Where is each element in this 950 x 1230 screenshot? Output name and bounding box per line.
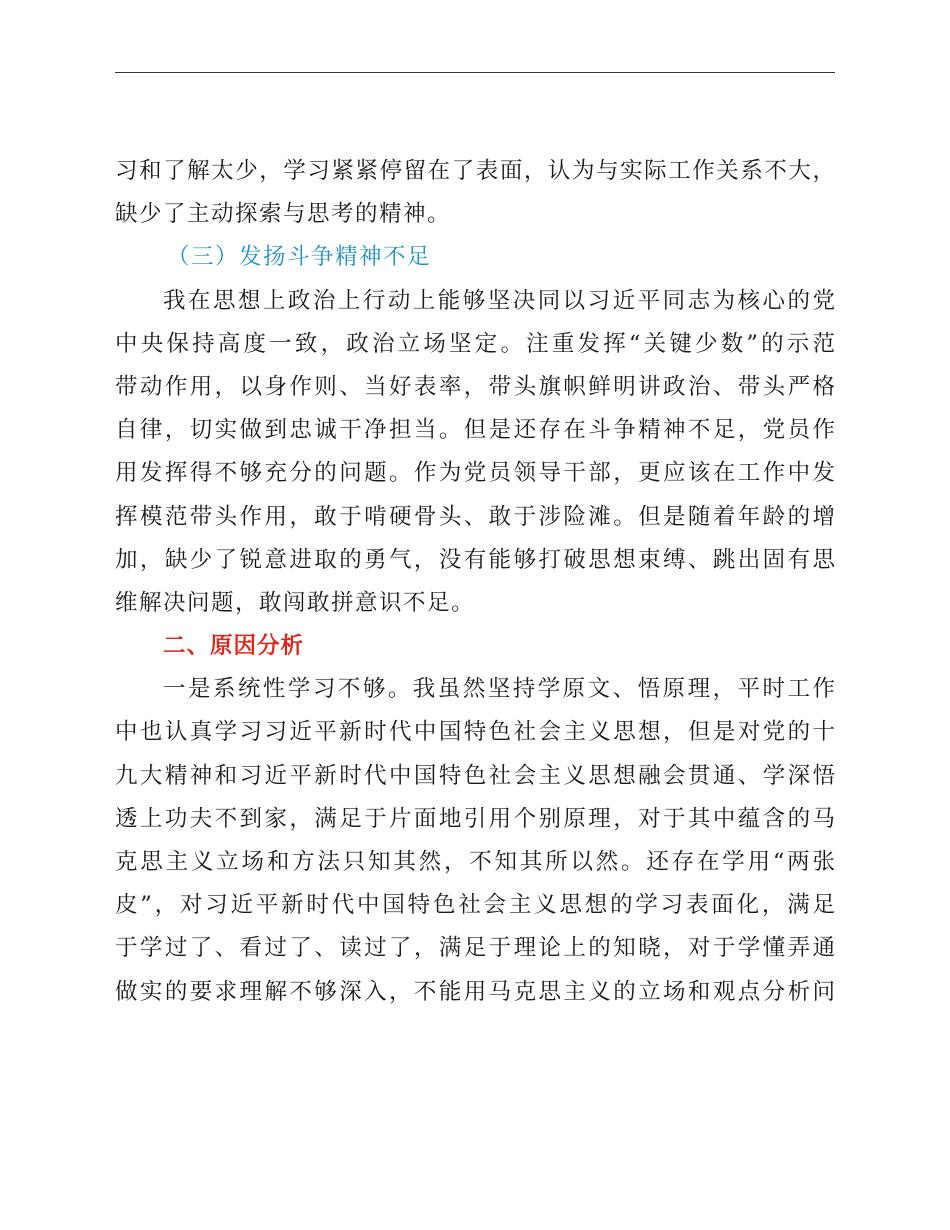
header-rule [115,72,835,73]
paragraph-line: 九大精神和习近平新时代中国特色社会主义思想融会贯通、学深悟 [115,762,835,789]
paragraph-line: 带动作用，以身作则、当好表率，带头旗帜鲜明讲政治、带头严格 [115,373,835,400]
paragraph-line: 加，缺少了锐意进取的勇气，没有能够打破思想束缚、跳出固有思 [115,546,835,573]
paragraph-line: 缺少了主动探索与思考的精神。 [115,201,452,228]
paragraph-line: 于学过了、看过了、读过了，满足于理论上的知晓，对于学懂弄通 [115,935,835,962]
paragraph-line: 挥模范带头作用，敢于啃硬骨头、敢于涉险滩。但是随着年龄的增 [115,503,835,530]
paragraph-line: 维解决问题，敢闯敢拼意识不足。 [115,589,476,616]
paragraph-line: 做实的要求理解不够深入，不能用马克思主义的立场和观点分析问 [115,978,835,1005]
paragraph-line: 克思主义立场和方法只知其然，不知其所以然。还存在学用“两张 [115,849,835,875]
section-heading: 二、原因分析 [163,633,305,660]
paragraph-line: 透上功夫不到家，满足于片面地引用个别原理，对于其中蕴含的马 [115,805,835,832]
sub-heading: （三）发扬斗争精神不足 [167,244,432,271]
paragraph-line: 习和了解太少，学习紧紧停留在了表面，认为与实际工作关系不大， [115,158,835,184]
document-body [115,150,835,1014]
paragraph-line: 皮”，对习近平新时代中国特色社会主义思想的学习表面化，满足 [115,892,835,919]
paragraph-line: 中央保持高度一致，政治立场坚定。注重发挥“关键少数”的示范 [115,330,835,357]
paragraph-line: 用发挥得不够充分的问题。作为党员领导干部，更应该在工作中发 [115,460,835,487]
paragraph-line: 我在思想上政治上行动上能够坚决同以习近平同志为核心的党 [163,287,835,314]
paragraph-line: 一是系统性学习不够。我虽然坚持学原文、悟原理，平时工作 [163,676,835,703]
paragraph-line: 自律，切实做到忠诚干净担当。但是还存在斗争精神不足，党员作 [115,417,835,444]
paragraph-line: 中也认真学习习近平新时代中国特色社会主义思想，但是对党的十 [115,719,835,746]
